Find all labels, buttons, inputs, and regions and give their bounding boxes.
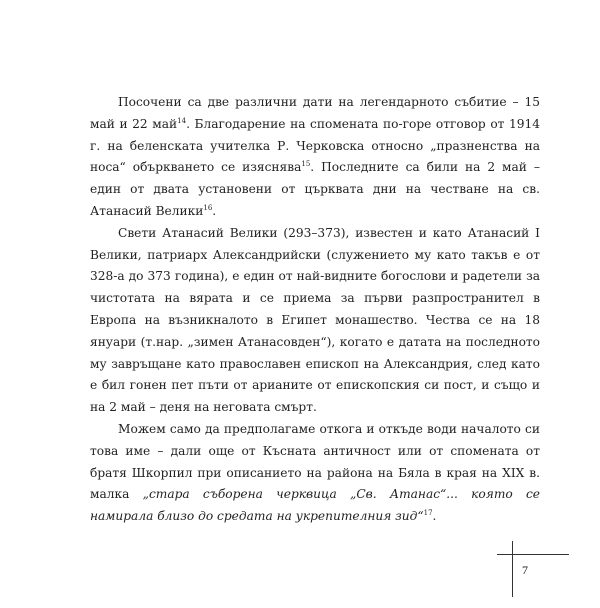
text-run: Свети Атанасий Велики (293–373), известен и като Атанасий I Велики, патриарх Александрийски (служението му като такъв е от 328-а до 373 година), е един от най-видните богослови и радетели за чистотата на вярата и се приема за първи разпространител в Европа на възникналото в Египет монашество. Чества се на 18 януари (т.нар. „зимен Атанасовден“), когато е датата на последното му завръщане като православен епископ на Александрия, след като е бил гонен пет пъти от арианите от епископския си пост, и също и на 2 май – деня на неговата смърт.	[90, 225, 540, 415]
text-run: . Благодарение на спомената по-горе отговор от 1914 г. на беленската учителка Р. Черковска относно „празненства на носа“ объркването се изяснява	[90, 116, 541, 175]
text-run: .	[432, 509, 437, 524]
page-number: 7	[522, 563, 528, 577]
paragraph	[90, 92, 540, 223]
text-run: Можем само да предполагаме откога и откъде води началото си това име – дали още от Късната античност или от спомената от братя Шкорпил при описанието на района на Бяла в края на XIX в. малка	[90, 421, 540, 502]
paragraph	[90, 419, 540, 528]
text-run: Посочени са две различни дати на легендарното събитие – 15 май и 22 май	[90, 95, 540, 131]
footnote-ref[interactable]: 14	[177, 116, 187, 125]
footnote-ref[interactable]: 17	[423, 509, 433, 518]
footnote-ref[interactable]: 16	[203, 203, 213, 212]
paragraph	[90, 223, 540, 419]
footnote-ref[interactable]: 15	[301, 160, 311, 169]
body-text	[90, 92, 540, 528]
crop-mark-vertical	[512, 541, 513, 597]
text-run: . Последните са били на 2 май – един от двата установени от църквата дни на честване на св. Атанасий Велики	[90, 160, 540, 218]
text-run: .	[212, 203, 217, 218]
quotation: „стара съборена черквица „Св. Атанас“... която се намирала близо до средата на укрепителния зид“	[90, 487, 540, 524]
crop-mark-horizontal	[497, 554, 569, 555]
